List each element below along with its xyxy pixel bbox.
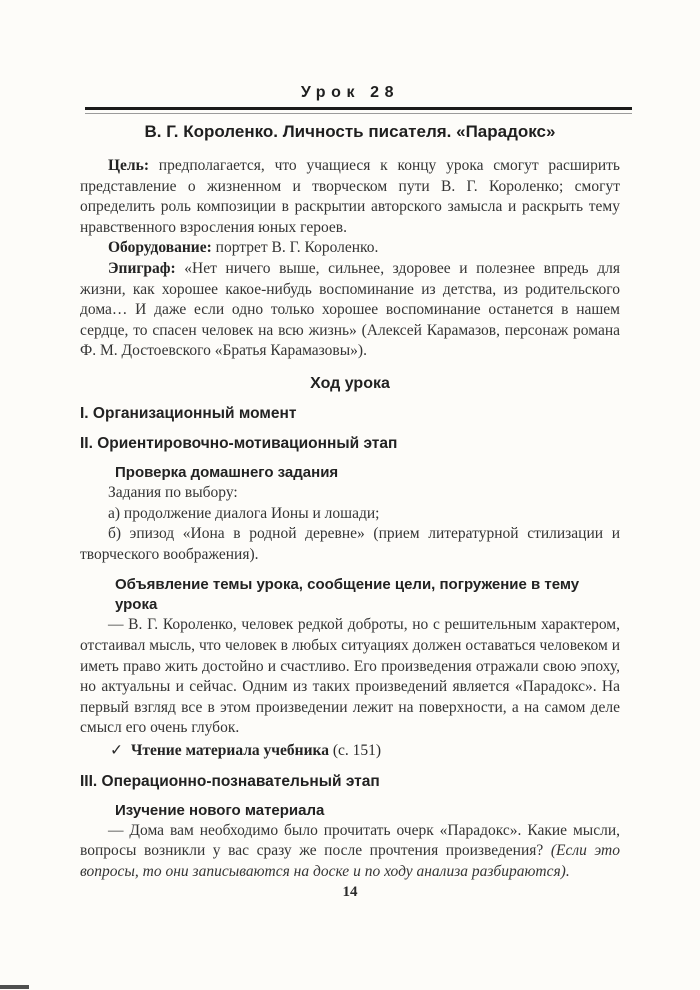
new-material-text: — Дома вам необходимо было прочитать очерк «Парадокс». Какие мысли, вопросы возникли у вас сразу же после прочтения произведения?	[80, 821, 620, 860]
goal-text: предполагается, что учащиеся к концу урока смогут расширить представление о жизненном и творческом пути В. Г. Короленко; смогут определить роль композиции в раскрытии авторского замысла и раскрыть тему нравственного взросления юных героев.	[80, 157, 620, 236]
lesson-flow-heading: Ход урока	[310, 374, 390, 392]
homework-option-b: б) эпизод «Иона в родной деревне» (прием литературной стилизации и творческого воображения).	[80, 525, 620, 563]
page-title: В. Г. Короленко. Личность писателя. «Парадокс»	[144, 122, 556, 141]
epigraph-paragraph	[80, 259, 620, 362]
equipment-text: портрет В. Г. Короленко.	[211, 239, 379, 257]
lesson-number-heading: Урок 28	[300, 84, 400, 101]
homework-check-heading: Проверка домашнего задания	[115, 463, 339, 481]
textbook-reading-page: (с. 151)	[328, 741, 382, 759]
page-content	[80, 0, 620, 883]
goal-paragraph	[80, 156, 620, 238]
new-material-heading: Изучение нового материала	[115, 801, 325, 819]
equipment-paragraph	[80, 238, 620, 259]
new-material-note: (Если это вопросы, то они записываются на доске и по ходу анализа разбираются).	[80, 842, 620, 881]
topic-announcement-heading: Объявление темы урока, сообщение цели, погружение в тему урока	[115, 576, 580, 614]
homework-intro: Задания по выбору:	[108, 483, 238, 501]
page-number: 14	[342, 884, 358, 900]
epigraph-label: Эпиграф:	[108, 259, 176, 277]
checkmark-icon: ✓	[110, 741, 123, 759]
new-material-paragraph	[80, 821, 620, 883]
homework-option-a: а) продолжение диалога Ионы и лошади;	[108, 504, 380, 522]
stage-2-heading: II. Ориентировочно-мотивационный этап	[80, 434, 398, 452]
goal-label: Цель:	[108, 157, 149, 174]
textbook-reading-line	[80, 740, 620, 761]
topic-paragraph: — В. Г. Короленко, человек редкой доброты, но с решительным характером, отстаивал мысль, что человек в любых ситуациях должен оставаться человеком и иметь право жить достойно и счастливо. Его произведения отражали свою эпоху, но актуальны и сейчас. Одним из таких произведений является «Парадокс». На первый взгляд все в этом произведении лежит на поверхности, а на самом деле смысл его очень глубок.	[80, 616, 620, 737]
header-divider	[85, 107, 632, 114]
textbook-reading-label: Чтение материала учебника	[131, 741, 329, 759]
stage-1-heading: I. Организационный момент	[80, 404, 297, 422]
stage-3-heading: III. Операционно-познавательный этап	[80, 772, 380, 790]
scan-artifact-line	[0, 985, 29, 989]
epigraph-text: «Нет ничего выше, сильнее, здоровее и полезнее впредь для жизни, как хорошее какое-нибудь воспоминание из детства, из родительского дома… И даже если одно только хорошее воспоминание останется в нашем сердце, то спасен человек на всю жизнь» (Алексей Карамазов, персонаж романа Ф. М. Достоевского «Братья Карамазовы»).	[80, 259, 620, 360]
equipment-label: Оборудование:	[108, 239, 212, 257]
